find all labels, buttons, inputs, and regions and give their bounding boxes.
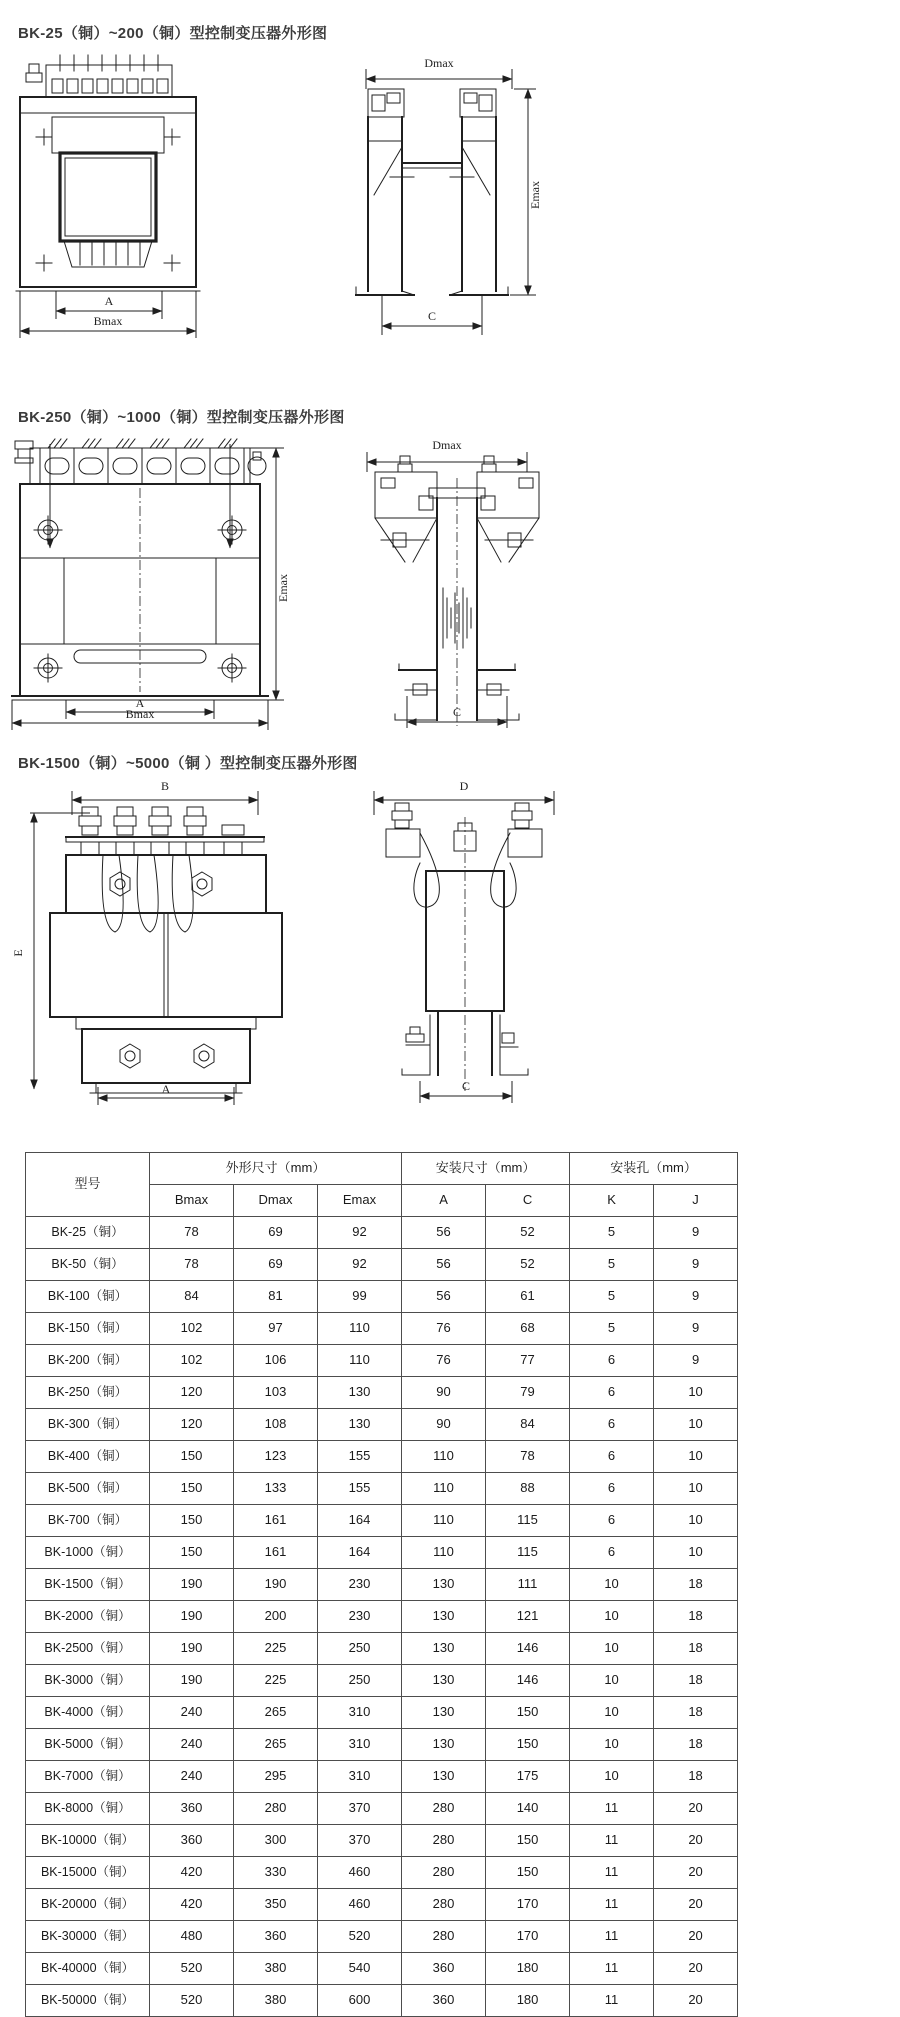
value-cell: 18: [654, 1729, 738, 1761]
value-cell: 20: [654, 1793, 738, 1825]
value-cell: 9: [654, 1249, 738, 1281]
value-cell: 180: [486, 1985, 570, 2017]
col-group-mounting-holes: 安装孔（mm）: [570, 1153, 738, 1185]
value-cell: 56: [402, 1249, 486, 1281]
value-cell: 250: [318, 1633, 402, 1665]
model-cell: BK-150（铜）: [26, 1313, 150, 1345]
value-cell: 350: [234, 1889, 318, 1921]
dim-label-bmax-1: Bmax: [93, 314, 123, 328]
model-cell: BK-15000（铜）: [26, 1857, 150, 1889]
table-row: [26, 1825, 738, 1857]
model-cell: BK-7000（铜）: [26, 1761, 150, 1793]
value-cell: 155: [318, 1441, 402, 1473]
table-row: [26, 1313, 738, 1345]
value-cell: 360: [150, 1825, 234, 1857]
value-cell: 69: [234, 1217, 318, 1249]
value-cell: 56: [402, 1217, 486, 1249]
value-cell: 161: [234, 1505, 318, 1537]
col-header-model: 型号: [26, 1153, 150, 1217]
value-cell: 103: [234, 1377, 318, 1409]
value-cell: 240: [150, 1761, 234, 1793]
value-cell: 20: [654, 1985, 738, 2017]
table-row: [26, 1217, 738, 1249]
value-cell: 108: [234, 1409, 318, 1441]
model-cell: BK-8000（铜）: [26, 1793, 150, 1825]
value-cell: 300: [234, 1825, 318, 1857]
dim-label-c-2: C: [452, 705, 462, 719]
table-row: [26, 1953, 738, 1985]
value-cell: 90: [402, 1409, 486, 1441]
col-header-j: J: [654, 1185, 738, 1217]
value-cell: 190: [150, 1633, 234, 1665]
value-cell: 10: [570, 1633, 654, 1665]
value-cell: 146: [486, 1633, 570, 1665]
value-cell: 150: [486, 1729, 570, 1761]
value-cell: 190: [150, 1601, 234, 1633]
value-cell: 18: [654, 1633, 738, 1665]
value-cell: 97: [234, 1313, 318, 1345]
value-cell: 225: [234, 1665, 318, 1697]
model-cell: BK-500（铜）: [26, 1473, 150, 1505]
model-cell: BK-50000（铜）: [26, 1985, 150, 2017]
value-cell: 161: [234, 1537, 318, 1569]
value-cell: 6: [570, 1505, 654, 1537]
model-cell: BK-50（铜）: [26, 1249, 150, 1281]
col-header-emax: Emax: [318, 1185, 402, 1217]
col-group-mounting-dimensions: 安装尺寸（mm）: [402, 1153, 570, 1185]
value-cell: 110: [402, 1505, 486, 1537]
table-row: [26, 1409, 738, 1441]
value-cell: 360: [234, 1921, 318, 1953]
value-cell: 52: [486, 1249, 570, 1281]
model-cell: BK-20000（铜）: [26, 1889, 150, 1921]
value-cell: 84: [486, 1409, 570, 1441]
value-cell: 265: [234, 1729, 318, 1761]
value-cell: 18: [654, 1665, 738, 1697]
value-cell: 10: [570, 1601, 654, 1633]
table-row: [26, 1633, 738, 1665]
value-cell: 10: [654, 1377, 738, 1409]
value-cell: 10: [570, 1665, 654, 1697]
value-cell: 6: [570, 1345, 654, 1377]
value-cell: 18: [654, 1601, 738, 1633]
dim-label-b-3: B: [160, 779, 170, 793]
value-cell: 11: [570, 1953, 654, 1985]
table-row: [26, 1345, 738, 1377]
value-cell: 6: [570, 1537, 654, 1569]
table-row: [26, 1793, 738, 1825]
value-cell: 20: [654, 1857, 738, 1889]
col-group-outline-dimensions: 外形尺寸（mm）: [150, 1153, 402, 1185]
value-cell: 130: [402, 1761, 486, 1793]
value-cell: 9: [654, 1345, 738, 1377]
table-row: [26, 1569, 738, 1601]
col-header-c: C: [486, 1185, 570, 1217]
value-cell: 10: [570, 1761, 654, 1793]
value-cell: 520: [150, 1953, 234, 1985]
value-cell: 460: [318, 1857, 402, 1889]
dim-label-emax-1: Emax: [528, 181, 542, 209]
section-title-bk250-1000: BK-250（铜）~1000（铜）型控制变压器外形图: [18, 409, 345, 426]
model-cell: BK-3000（铜）: [26, 1665, 150, 1697]
table-row: [26, 1761, 738, 1793]
dimension-spec-table: [25, 1152, 738, 2017]
value-cell: 380: [234, 1953, 318, 1985]
value-cell: 11: [570, 1825, 654, 1857]
table-row: [26, 1857, 738, 1889]
dim-label-c-1: C: [427, 309, 437, 323]
col-header-k: K: [570, 1185, 654, 1217]
value-cell: 78: [150, 1217, 234, 1249]
value-cell: 225: [234, 1633, 318, 1665]
value-cell: 460: [318, 1889, 402, 1921]
value-cell: 280: [402, 1793, 486, 1825]
table-row: [26, 1665, 738, 1697]
value-cell: 20: [654, 1921, 738, 1953]
table-row: [26, 1985, 738, 2017]
value-cell: 190: [150, 1569, 234, 1601]
value-cell: 150: [486, 1857, 570, 1889]
model-cell: BK-1000（铜）: [26, 1537, 150, 1569]
value-cell: 10: [570, 1729, 654, 1761]
model-cell: BK-10000（铜）: [26, 1825, 150, 1857]
value-cell: 110: [402, 1537, 486, 1569]
value-cell: 310: [318, 1729, 402, 1761]
value-cell: 11: [570, 1793, 654, 1825]
value-cell: 84: [150, 1281, 234, 1313]
value-cell: 230: [318, 1601, 402, 1633]
value-cell: 106: [234, 1345, 318, 1377]
value-cell: 9: [654, 1281, 738, 1313]
spec-table-container: [25, 1152, 737, 2017]
value-cell: 280: [402, 1921, 486, 1953]
model-cell: BK-100（铜）: [26, 1281, 150, 1313]
model-cell: BK-4000（铜）: [26, 1697, 150, 1729]
side-view-drawing-bk25-200: [352, 55, 542, 340]
value-cell: 360: [402, 1985, 486, 2017]
value-cell: 18: [654, 1761, 738, 1793]
table-row: [26, 1601, 738, 1633]
dim-label-dmax-1: Dmax: [424, 56, 454, 70]
dim-label-bmax-2: Bmax: [125, 707, 155, 721]
value-cell: 130: [318, 1409, 402, 1441]
value-cell: 130: [402, 1697, 486, 1729]
value-cell: 280: [402, 1889, 486, 1921]
value-cell: 110: [318, 1313, 402, 1345]
value-cell: 120: [150, 1377, 234, 1409]
value-cell: 540: [318, 1953, 402, 1985]
value-cell: 77: [486, 1345, 570, 1377]
value-cell: 150: [150, 1505, 234, 1537]
dim-label-d-3: D: [459, 779, 469, 793]
value-cell: 78: [486, 1441, 570, 1473]
dim-label-emax-2: Emax: [276, 574, 290, 602]
value-cell: 56: [402, 1281, 486, 1313]
value-cell: 360: [402, 1953, 486, 1985]
value-cell: 110: [318, 1345, 402, 1377]
table-row: [26, 1505, 738, 1537]
value-cell: 164: [318, 1505, 402, 1537]
dim-label-a-3: A: [161, 1082, 171, 1096]
model-cell: BK-2500（铜）: [26, 1633, 150, 1665]
table-row: [26, 1441, 738, 1473]
value-cell: 61: [486, 1281, 570, 1313]
value-cell: 170: [486, 1889, 570, 1921]
value-cell: 92: [318, 1217, 402, 1249]
col-header-dmax: Dmax: [234, 1185, 318, 1217]
value-cell: 10: [654, 1409, 738, 1441]
value-cell: 190: [150, 1665, 234, 1697]
value-cell: 111: [486, 1569, 570, 1601]
value-cell: 6: [570, 1473, 654, 1505]
value-cell: 18: [654, 1569, 738, 1601]
value-cell: 130: [402, 1633, 486, 1665]
dim-label-dmax-2: Dmax: [432, 438, 462, 452]
value-cell: 420: [150, 1889, 234, 1921]
value-cell: 102: [150, 1345, 234, 1377]
value-cell: 480: [150, 1921, 234, 1953]
value-cell: 280: [234, 1793, 318, 1825]
value-cell: 20: [654, 1889, 738, 1921]
value-cell: 11: [570, 1921, 654, 1953]
value-cell: 295: [234, 1761, 318, 1793]
value-cell: 9: [654, 1313, 738, 1345]
value-cell: 175: [486, 1761, 570, 1793]
value-cell: 78: [150, 1249, 234, 1281]
value-cell: 18: [654, 1697, 738, 1729]
model-cell: BK-400（铜）: [26, 1441, 150, 1473]
dim-label-e-3: E: [11, 949, 25, 957]
side-view-drawing-bk1500-5000: [362, 775, 567, 1105]
value-cell: 150: [150, 1441, 234, 1473]
value-cell: 110: [402, 1441, 486, 1473]
model-cell: BK-30000（铜）: [26, 1921, 150, 1953]
value-cell: 10: [654, 1441, 738, 1473]
value-cell: 11: [570, 1985, 654, 2017]
value-cell: 150: [150, 1473, 234, 1505]
value-cell: 150: [150, 1537, 234, 1569]
model-cell: BK-25（铜）: [26, 1217, 150, 1249]
value-cell: 10: [654, 1473, 738, 1505]
value-cell: 92: [318, 1249, 402, 1281]
section-title-bk1500-5000: BK-1500（铜）~5000（铜 ）型控制变压器外形图: [18, 755, 358, 772]
value-cell: 76: [402, 1313, 486, 1345]
value-cell: 250: [318, 1665, 402, 1697]
value-cell: 123: [234, 1441, 318, 1473]
value-cell: 240: [150, 1729, 234, 1761]
side-view-drawing-bk250-1000: [355, 438, 560, 730]
value-cell: 140: [486, 1793, 570, 1825]
value-cell: 310: [318, 1697, 402, 1729]
dim-label-c-3: C: [461, 1079, 471, 1093]
value-cell: 360: [150, 1793, 234, 1825]
table-row: [26, 1377, 738, 1409]
value-cell: 102: [150, 1313, 234, 1345]
value-cell: 240: [150, 1697, 234, 1729]
value-cell: 133: [234, 1473, 318, 1505]
value-cell: 10: [654, 1505, 738, 1537]
value-cell: 6: [570, 1409, 654, 1441]
value-cell: 130: [402, 1601, 486, 1633]
value-cell: 115: [486, 1505, 570, 1537]
value-cell: 230: [318, 1569, 402, 1601]
spec-table-body: [26, 1217, 738, 2017]
model-cell: BK-200（铜）: [26, 1345, 150, 1377]
value-cell: 600: [318, 1985, 402, 2017]
value-cell: 265: [234, 1697, 318, 1729]
front-view-drawing-bk250-1000: [10, 438, 295, 730]
value-cell: 130: [318, 1377, 402, 1409]
table-row: [26, 1537, 738, 1569]
value-cell: 180: [486, 1953, 570, 1985]
value-cell: 330: [234, 1857, 318, 1889]
value-cell: 120: [150, 1409, 234, 1441]
value-cell: 5: [570, 1313, 654, 1345]
model-cell: BK-5000（铜）: [26, 1729, 150, 1761]
value-cell: 110: [402, 1473, 486, 1505]
value-cell: 130: [402, 1665, 486, 1697]
value-cell: 150: [486, 1825, 570, 1857]
value-cell: 370: [318, 1825, 402, 1857]
model-cell: BK-40000（铜）: [26, 1953, 150, 1985]
dim-label-a-2: A: [135, 696, 145, 710]
dim-label-a-1: A: [104, 294, 114, 308]
value-cell: 200: [234, 1601, 318, 1633]
table-row: [26, 1889, 738, 1921]
value-cell: 280: [402, 1825, 486, 1857]
value-cell: 69: [234, 1249, 318, 1281]
model-cell: BK-300（铜）: [26, 1409, 150, 1441]
value-cell: 20: [654, 1953, 738, 1985]
value-cell: 121: [486, 1601, 570, 1633]
value-cell: 164: [318, 1537, 402, 1569]
value-cell: 68: [486, 1313, 570, 1345]
value-cell: 9: [654, 1217, 738, 1249]
value-cell: 11: [570, 1857, 654, 1889]
model-cell: BK-2000（铜）: [26, 1601, 150, 1633]
value-cell: 370: [318, 1793, 402, 1825]
value-cell: 81: [234, 1281, 318, 1313]
value-cell: 6: [570, 1441, 654, 1473]
value-cell: 146: [486, 1665, 570, 1697]
front-view-drawing-bk25-200: [12, 55, 262, 340]
col-header-a: A: [402, 1185, 486, 1217]
value-cell: 10: [654, 1537, 738, 1569]
value-cell: 520: [150, 1985, 234, 2017]
value-cell: 155: [318, 1473, 402, 1505]
value-cell: 5: [570, 1281, 654, 1313]
value-cell: 420: [150, 1857, 234, 1889]
model-cell: BK-1500（铜）: [26, 1569, 150, 1601]
section-title-bk25-200: BK-25（铜）~200（铜）型控制变压器外形图: [18, 25, 328, 42]
table-row: [26, 1281, 738, 1313]
value-cell: 280: [402, 1857, 486, 1889]
table-row: [26, 1729, 738, 1761]
value-cell: 310: [318, 1761, 402, 1793]
value-cell: 99: [318, 1281, 402, 1313]
value-cell: 90: [402, 1377, 486, 1409]
value-cell: 10: [570, 1569, 654, 1601]
value-cell: 130: [402, 1569, 486, 1601]
model-cell: BK-700（铜）: [26, 1505, 150, 1537]
value-cell: 88: [486, 1473, 570, 1505]
front-view-drawing-bk1500-5000: [10, 775, 325, 1105]
value-cell: 380: [234, 1985, 318, 2017]
value-cell: 10: [570, 1697, 654, 1729]
value-cell: 6: [570, 1377, 654, 1409]
value-cell: 52: [486, 1217, 570, 1249]
value-cell: 5: [570, 1249, 654, 1281]
col-header-bmax: Bmax: [150, 1185, 234, 1217]
value-cell: 11: [570, 1889, 654, 1921]
model-cell: BK-250（铜）: [26, 1377, 150, 1409]
table-row: [26, 1697, 738, 1729]
table-row: [26, 1921, 738, 1953]
value-cell: 115: [486, 1537, 570, 1569]
value-cell: 79: [486, 1377, 570, 1409]
value-cell: 150: [486, 1697, 570, 1729]
value-cell: 76: [402, 1345, 486, 1377]
value-cell: 130: [402, 1729, 486, 1761]
value-cell: 5: [570, 1217, 654, 1249]
table-row: [26, 1473, 738, 1505]
table-row: [26, 1249, 738, 1281]
value-cell: 520: [318, 1921, 402, 1953]
value-cell: 170: [486, 1921, 570, 1953]
value-cell: 20: [654, 1825, 738, 1857]
value-cell: 190: [234, 1569, 318, 1601]
